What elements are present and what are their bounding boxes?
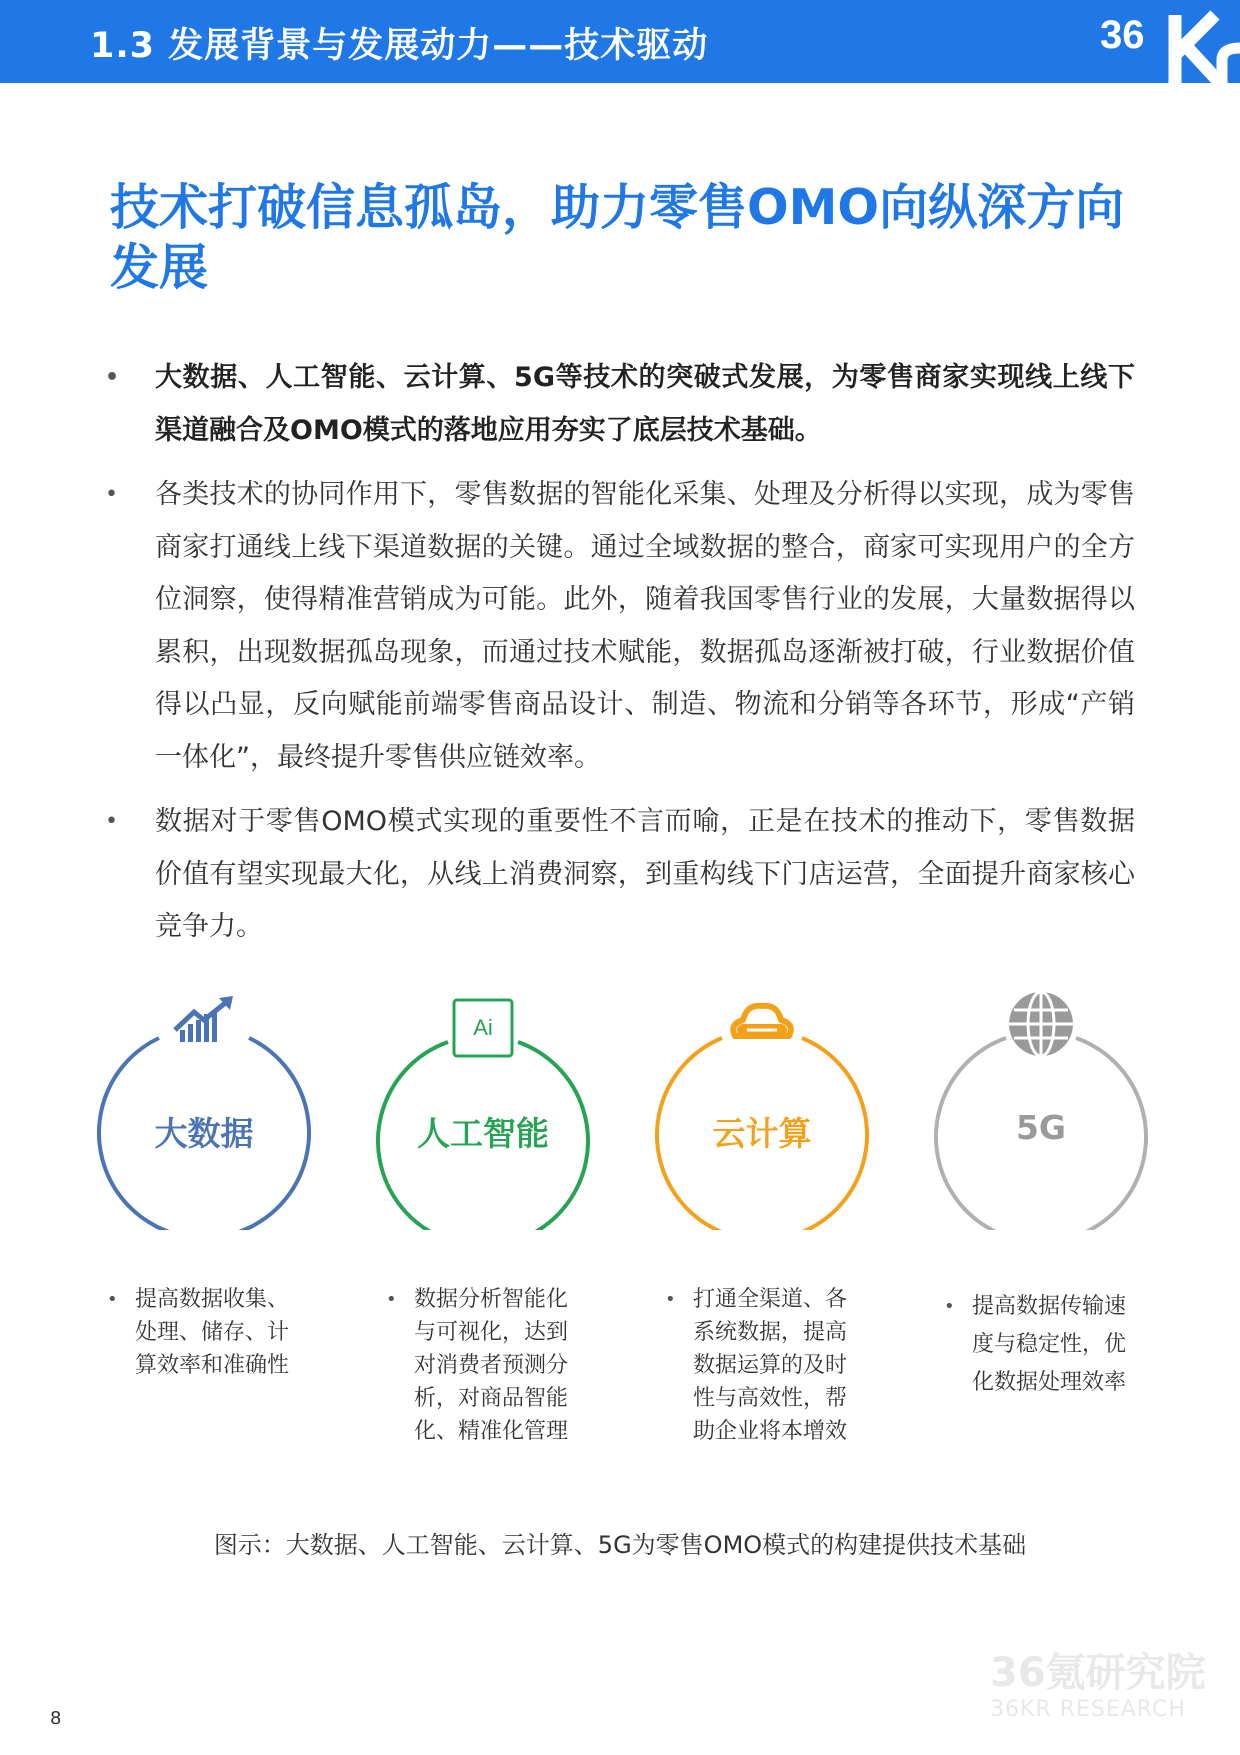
tech-label: 大数据 xyxy=(154,1114,254,1153)
chart-growth-icon xyxy=(175,996,233,1042)
tech-big-data xyxy=(89,990,319,1230)
bullet-dot: • xyxy=(386,1289,397,1310)
36kr-logo xyxy=(1080,0,1240,83)
tech-desc-text: 打通全渠道、各系统数据，提高数据运算的及时性与高效性，帮助企业将本增效 xyxy=(693,1287,848,1444)
tech-desc-text: 数据分析智能化与可视化，达到对消费者预测分析，对商品智能化、精准化管理 xyxy=(414,1287,569,1444)
tech-cloud xyxy=(647,990,877,1230)
tech-desc-text: 提高数据收集、处理、储存、计算效率和准确性 xyxy=(135,1287,290,1378)
tech-5g xyxy=(926,990,1156,1230)
tech-desc-text: 提高数据传输速度与稳定性，优化数据处理效率 xyxy=(972,1294,1127,1395)
tech-label: 5G xyxy=(1015,1108,1067,1147)
bullet-dot: • xyxy=(105,809,118,834)
bullet-dot: • xyxy=(665,1289,676,1310)
tech-diagram xyxy=(0,990,1240,1230)
section-title: 1.3 发展背景与发展动力——技术驱动 xyxy=(90,26,709,66)
tech-desc-cloud xyxy=(665,1283,858,1448)
ai-icon-text: Ai xyxy=(473,1015,493,1040)
bullet-item xyxy=(105,352,1135,457)
ai-chip-icon xyxy=(454,1000,512,1056)
bullet-text: 大数据、人工智能、云计算、5G等技术的突破式发展，为零售商家实现线上线下渠道融合及OMO模式的落地应用夯实了底层技术基础。 xyxy=(155,362,1135,446)
cloud-icon xyxy=(733,1006,791,1036)
tech-label: 云计算 xyxy=(712,1114,812,1153)
globe-icon xyxy=(1009,992,1073,1056)
tech-desc-5g xyxy=(944,1288,1137,1402)
watermark xyxy=(990,1650,1206,1724)
bullet-dot: • xyxy=(944,1296,955,1317)
figure-caption: 图示：大数据、人工智能、云计算、5G为零售OMO模式的构建提供技术基础 xyxy=(213,1531,1027,1559)
bullet-list xyxy=(105,352,1135,966)
bullet-item xyxy=(105,796,1135,954)
bullet-dot: • xyxy=(107,1289,118,1310)
tech-label: 人工智能 xyxy=(417,1114,549,1153)
watermark-cn: 36氪研究院 xyxy=(990,1650,1206,1696)
svg-text:36: 36 xyxy=(1100,13,1145,57)
main-title: 技术打破信息孤岛，助力零售OMO向纵深方向发展 xyxy=(110,179,1125,296)
tech-ai xyxy=(368,990,598,1230)
bullet-text: 数据对于零售OMO模式实现的重要性不言而喻，正是在技术的推动下，零售数据价值有望实现最大化，从线上消费洞察，到重构线下门店运营，全面提升商家核心竞争力。 xyxy=(155,806,1135,942)
tech-desc-big-data xyxy=(107,1283,300,1382)
tech-desc-ai xyxy=(386,1283,579,1448)
page-number: 8 xyxy=(50,1708,62,1729)
bullet-dot: • xyxy=(105,482,118,507)
bullet-item xyxy=(105,469,1135,784)
bullet-text: 各类技术的协同作用下，零售数据的智能化采集、处理及分析得以实现，成为零售商家打通线上线下渠道数据的关键。通过全域数据的整合，商家可实现用户的全方位洞察，使得精准营销成为可能。此外，随着我国零售行业的发展，大量数据得以累积，出现数据孤岛现象，而通过技术赋能，数据孤岛逐渐被打破，行业数据价值得以凸显，反向赋能前端零售商品设计、制造、物流和分销等各环节，形成“产销一体化”，最终提升零售供应链效率。 xyxy=(155,479,1135,773)
header-bar xyxy=(0,0,1240,83)
watermark-en: 36KR RESEARCH xyxy=(990,1697,1186,1722)
bullet-dot: • xyxy=(105,365,120,390)
